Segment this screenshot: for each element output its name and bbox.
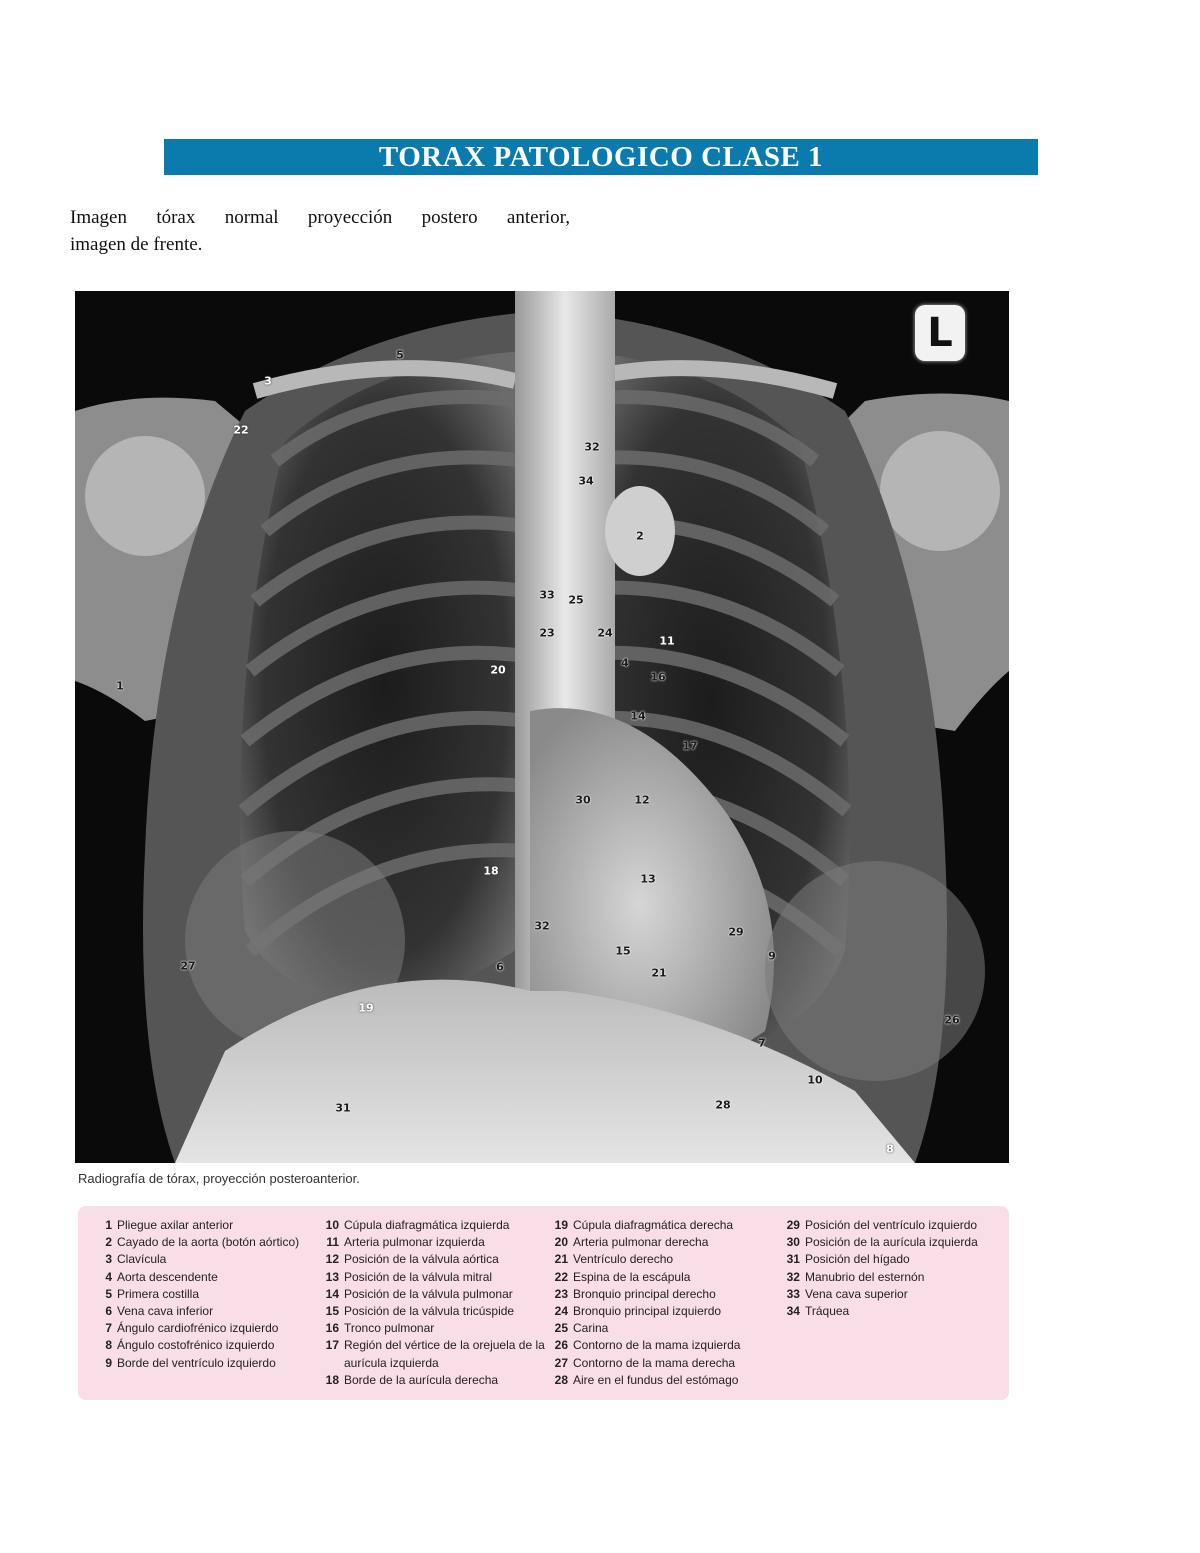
legend-item-text: Posición del hígado [804,1252,910,1267]
legend-item-number: 33 [786,1286,800,1301]
legend-item-number: 12 [325,1252,339,1267]
legend-item-text: Región del vértice de la orejuela de la aurícula izquierda [344,1338,545,1370]
legend-item [782,1234,1009,1251]
xray-label: 32 [584,440,600,454]
chest-xray-image [75,291,1009,1163]
legend-item [321,1303,550,1320]
legend-item-text: Contorno de la mama izquierda [573,1338,741,1353]
legend-item-number: 18 [325,1372,339,1387]
legend-item-text: Bronquio principal derecho [573,1286,716,1301]
xray-drawing [75,291,1009,1163]
xray-label: 6 [496,960,504,974]
xray-label: 34 [578,474,594,488]
xray-label: 21 [651,966,667,980]
xray-label: 15 [615,944,631,958]
xray-label: 29 [728,925,744,939]
legend-item [550,1303,782,1320]
legend-item [782,1269,1009,1286]
legend-item [94,1269,321,1286]
legend-item-number: 16 [325,1321,339,1336]
legend-item-text: Aorta descendente [117,1269,218,1284]
legend-item-text: Ventrículo derecho [573,1252,674,1267]
legend-item-number: 3 [105,1252,112,1267]
legend-item [782,1303,1009,1320]
legend-item-text: Clavícula [117,1252,167,1267]
legend-item-number: 21 [554,1252,568,1267]
legend-item [782,1217,1009,1234]
xray-label: 18 [483,864,499,878]
legend-item-text: Cayado de la aorta (botón aórtico) [117,1235,300,1250]
legend-item-number: 6 [105,1304,112,1319]
legend-item-text: Arteria pulmonar izquierda [344,1235,485,1250]
legend-item [321,1320,550,1337]
intro-line-2: imagen de frente. [70,234,203,255]
legend-item-text: Posición de la válvula mitral [344,1269,493,1284]
legend-item-number: 7 [105,1321,112,1336]
xray-label: 27 [180,959,196,973]
legend-item-number: 19 [554,1218,568,1232]
legend-item-number: 29 [786,1218,800,1232]
legend-item-number: 25 [554,1321,568,1336]
legend-item [782,1251,1009,1268]
legend-item [94,1234,321,1251]
legend-item-number: 20 [554,1235,568,1250]
xray-label: 17 [682,739,698,753]
legend-item-number: 27 [554,1355,568,1370]
legend-item-number: 10 [325,1218,339,1232]
legend-item [550,1337,782,1354]
legend-item [550,1372,782,1389]
legend-item-text: Posición de la válvula pulmonar [344,1286,513,1301]
legend-item [550,1234,782,1251]
legend-item-number: 30 [786,1235,800,1250]
page-title: TORAX PATOLOGICO CLASE 1 [378,140,824,173]
xray-label: 23 [539,626,555,640]
legend-column [321,1217,550,1400]
legend-item-text: Vena cava superior [804,1286,908,1301]
legend-item [550,1269,782,1286]
legend-item [321,1217,550,1234]
xray-label: 19 [358,1001,374,1015]
legend-item-text: Vena cava inferior [117,1304,214,1319]
xray-label: 2 [636,529,644,543]
xray-label: 8 [886,1142,894,1156]
legend-item-text: Ángulo cardiofrénico izquierdo [117,1321,279,1336]
legend-item [550,1286,782,1303]
legend-item-text: Contorno de la mama derecha [573,1355,736,1370]
legend-column [782,1217,1009,1400]
legend-item-number: 2 [105,1235,112,1250]
legend-item-number: 8 [105,1338,112,1353]
legend-item [94,1217,321,1234]
legend-column [550,1217,782,1400]
legend-item-number: 14 [325,1286,339,1301]
legend-item [550,1355,782,1372]
legend-item-text: Tronco pulmonar [344,1321,435,1336]
legend-item-number: 23 [554,1286,568,1301]
xray-label: 7 [758,1036,766,1050]
legend-item [782,1286,1009,1303]
legend-column [94,1217,321,1400]
legend-item [94,1303,321,1320]
legend-item-number: 22 [554,1269,568,1284]
legend-item-text: Posición de la válvula tricúspide [344,1304,515,1319]
legend-item-text: Manubrio del esternón [804,1269,925,1284]
xray-label: 31 [335,1101,351,1115]
legend-item-number: 32 [786,1269,800,1284]
legend-item-number: 5 [105,1286,112,1301]
xray-label: 30 [575,793,591,807]
intro-text [70,204,570,258]
legend-item-number: 26 [554,1338,568,1353]
legend-item-number: 28 [554,1372,568,1387]
legend-item-text: Borde de la aurícula derecha [344,1372,499,1387]
legend-item-text: Posición de la aurícula izquierda [804,1235,978,1250]
xray-label: 16 [650,670,666,684]
legend-item [321,1372,550,1389]
legend-item-text: Tráquea [804,1304,850,1319]
legend-item [321,1234,550,1251]
legend-item [94,1320,321,1337]
legend-item-text: Espina de la escápula [573,1269,691,1284]
legend-item-text: Arteria pulmonar derecha [573,1235,709,1250]
legend-item [321,1269,550,1286]
side-marker-letter: L [927,310,953,356]
legend-item [94,1337,321,1354]
xray-label: 13 [640,872,656,886]
legend-item [321,1251,550,1268]
xray-label: 24 [597,626,613,640]
legend-item [550,1251,782,1268]
legend-item-number: 24 [554,1304,568,1319]
xray-label: 5 [396,348,404,362]
legend-box [78,1206,1009,1400]
legend-item-text: Bronquio principal izquierdo [573,1304,722,1319]
legend-item-text: Carina [573,1321,609,1336]
legend-item [550,1320,782,1337]
legend-item-text: Cúpula diafragmática izquierda [344,1218,510,1232]
xray-label: 3 [264,374,272,388]
xray-label: 11 [659,634,675,648]
legend-item-text: Primera costilla [117,1286,200,1301]
xray-label: 1 [116,679,124,693]
xray-label: 10 [807,1073,823,1087]
xray-label: 25 [568,593,584,607]
legend-item [94,1355,321,1372]
xray-label: 4 [621,656,629,670]
legend-item [94,1286,321,1303]
legend-item [321,1337,550,1371]
xray-label: 28 [715,1098,731,1112]
intro-line-1: Imagen tórax normal proyección postero anterior, [70,207,570,228]
legend-item [550,1217,782,1234]
legend-item-text: Aire en el fundus del estómago [573,1372,739,1387]
xray-label: 32 [534,919,550,933]
legend-item-text: Pliegue axilar anterior [117,1218,234,1232]
figure-caption: Radiografía de tórax, proyección posteroanterior. [78,1171,360,1186]
legend-item-text: Posición de la válvula aórtica [344,1252,499,1267]
legend-item [321,1286,550,1303]
legend-item-number: 31 [786,1252,800,1267]
xray-label: 33 [539,588,555,602]
legend-item-number: 11 [326,1235,339,1250]
xray-label: 14 [630,709,646,723]
legend-item-number: 4 [105,1269,112,1284]
legend-item-text: Posición del ventrículo izquierdo [804,1218,978,1232]
legend-item-text: Cúpula diafragmática derecha [573,1218,734,1232]
legend-item-number: 13 [325,1269,339,1284]
xray-label: 9 [768,949,776,963]
side-marker [915,305,965,361]
legend-item-number: 17 [325,1338,339,1353]
xray-label: 22 [233,423,249,437]
xray-label: 20 [490,663,506,677]
title-bar [164,139,1038,175]
xray-label: 12 [634,793,650,807]
legend-item-number: 34 [786,1304,800,1319]
legend-item-text: Borde del ventrículo izquierdo [117,1355,276,1370]
legend-item-number: 9 [105,1355,112,1370]
xray-label: 26 [944,1013,960,1027]
legend-item [94,1251,321,1268]
legend-item-number: 15 [325,1304,339,1319]
legend-item-text: Ángulo costofrénico izquierdo [117,1338,275,1353]
legend-item-number: 1 [105,1218,112,1232]
